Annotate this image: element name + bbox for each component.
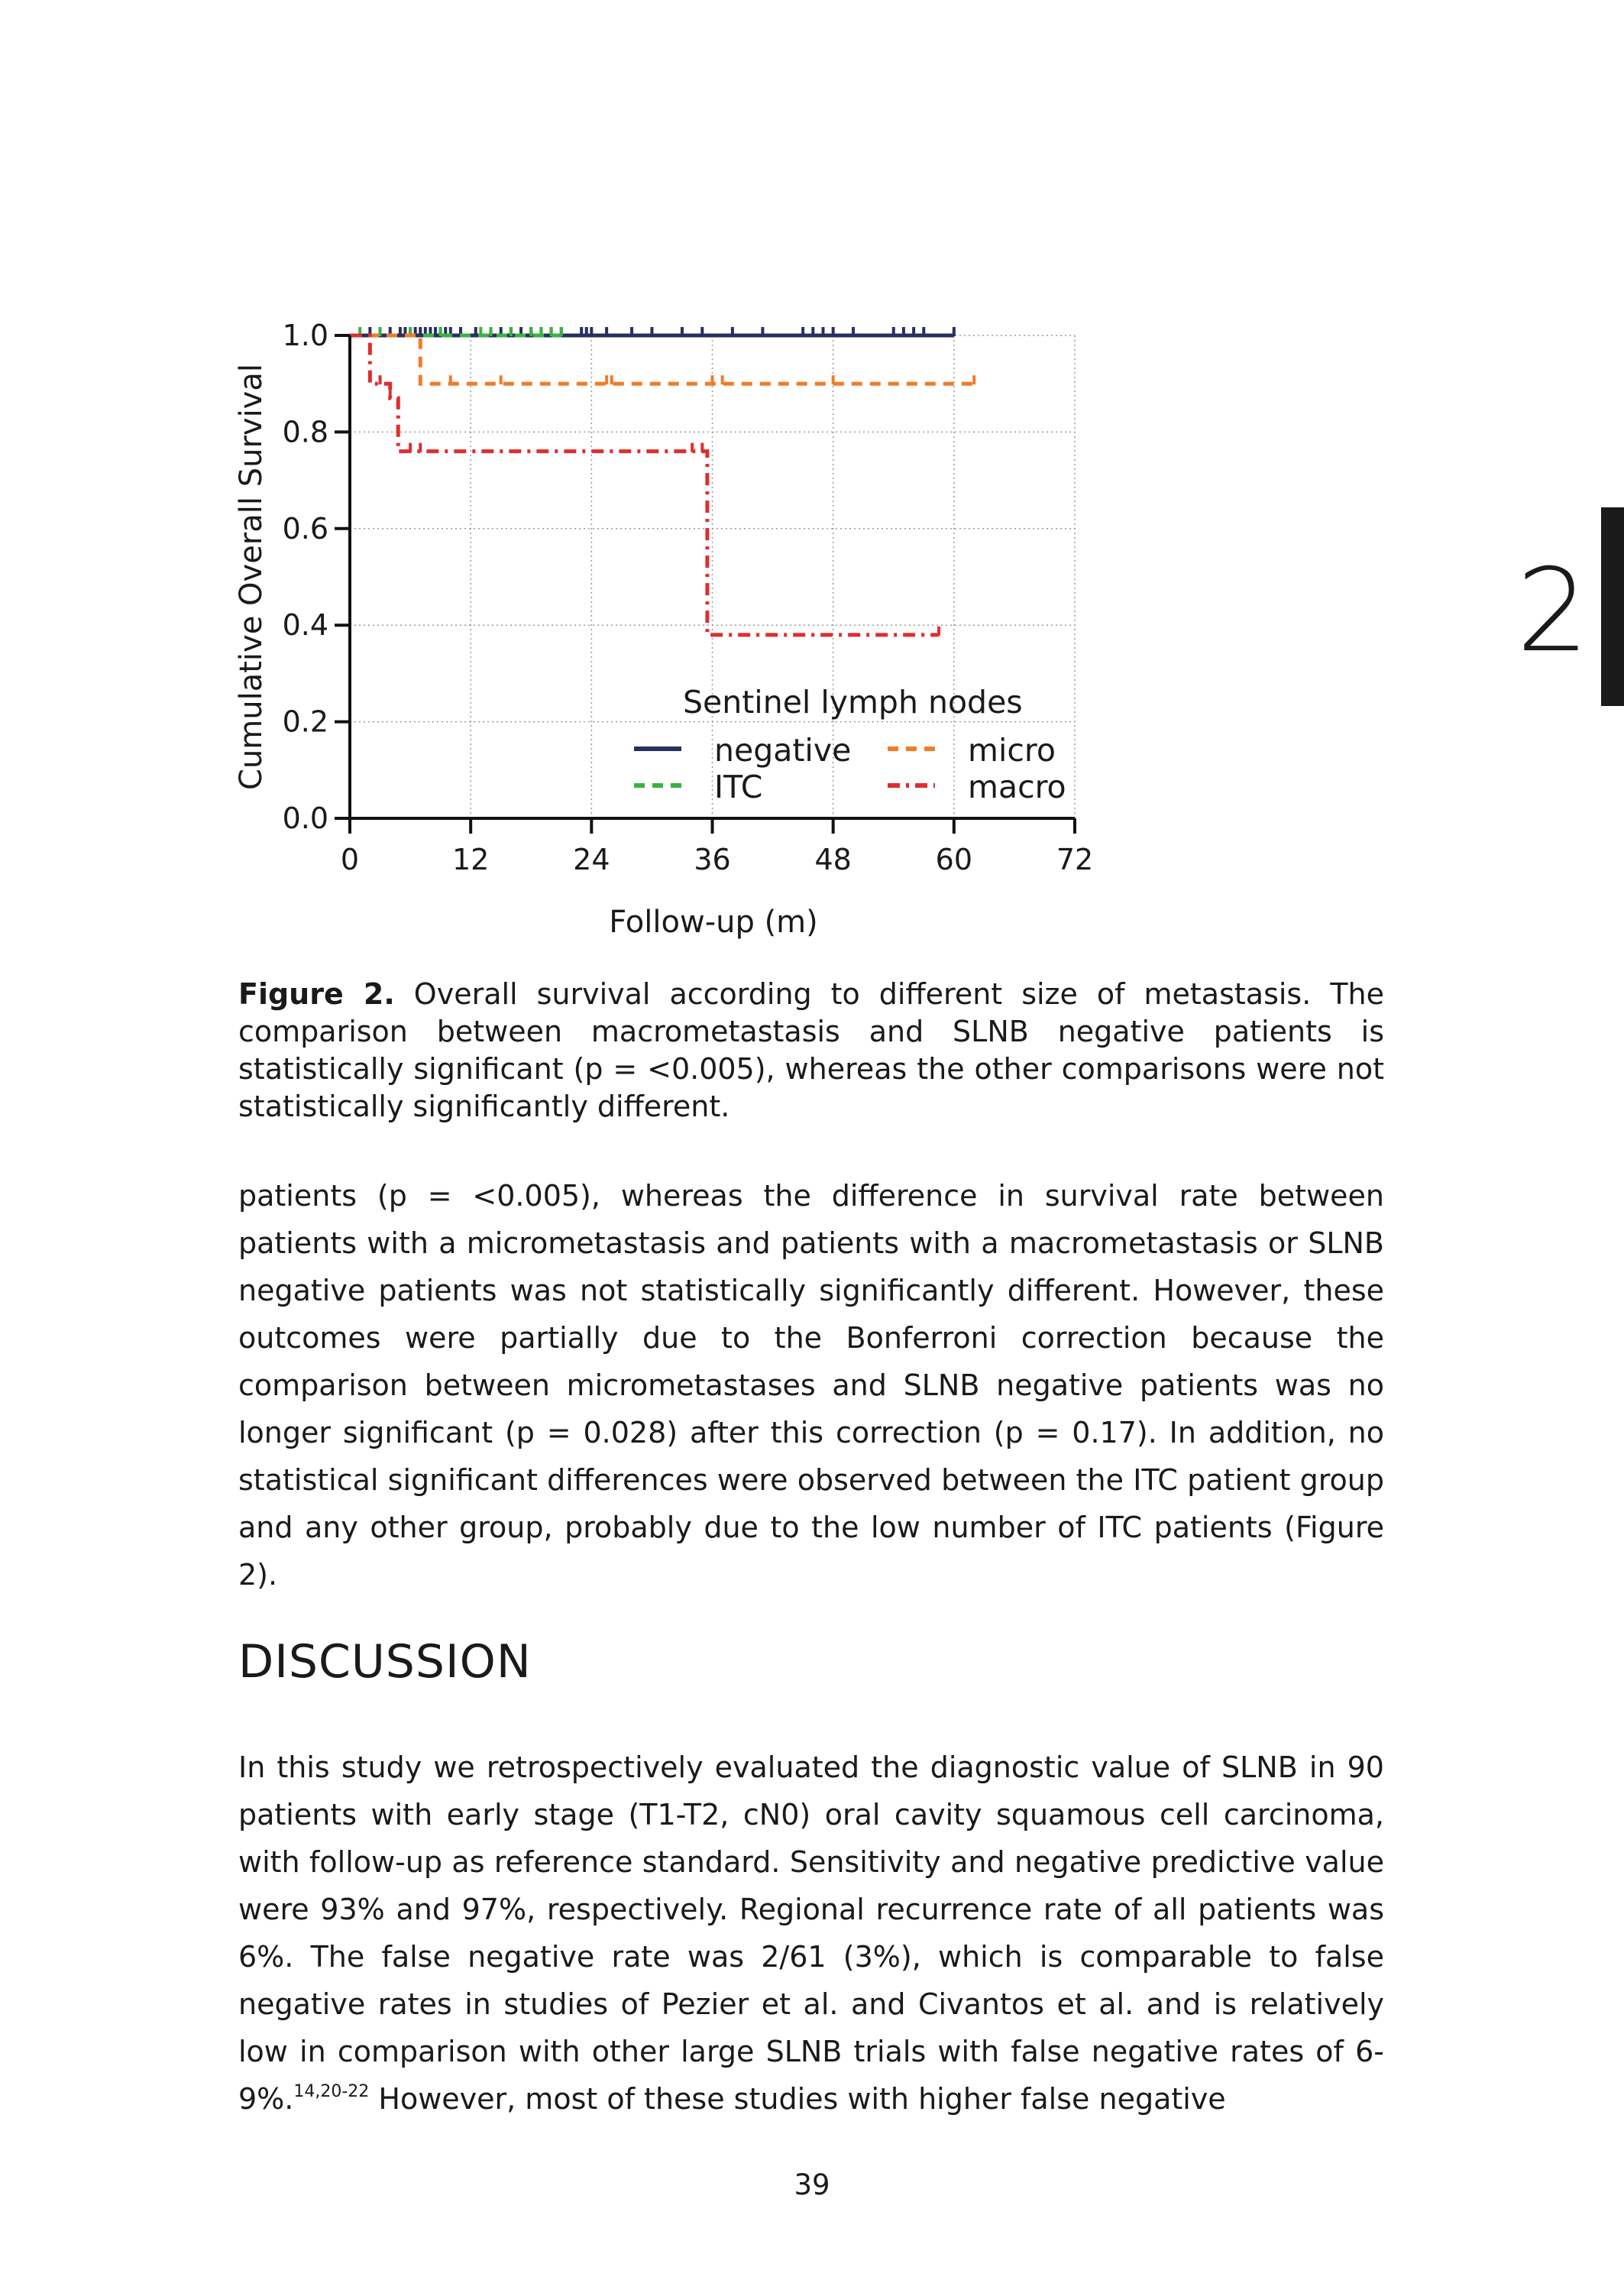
x-tick-label: 48 xyxy=(814,843,852,876)
y-tick-label: 0.2 xyxy=(282,704,328,739)
x-tick-label: 72 xyxy=(1056,843,1094,876)
legend-title: Sentinel lymph nodes xyxy=(683,684,1023,721)
paragraph-2-text-a: In this study we retrospectively evaluated the diagnostic value of SLNB in 90 patients with early stage (T1-T2, cN0) oral cavity squamous cell carcinoma, with follow-up as reference standard. Sensitivity and negative predictive value were 93% and 97%, respectively. Regional recurrence rate of all patients was 6%. The false negative rate was 2/61 (3%), which is comparable to false negative rates in studies of Pezier et al. and Civantos et al. and is relatively low in comparison with other large SLNB trials with false negative rates of 6-9%. xyxy=(238,1751,1384,2116)
legend-label-macro: macro xyxy=(968,769,1066,805)
series-macro xyxy=(350,335,939,636)
y-tick-label: 0.8 xyxy=(282,415,328,449)
series-micro xyxy=(350,335,974,384)
legend-item-micro xyxy=(888,732,1056,769)
legend-item-itc xyxy=(634,769,762,805)
x-tick-label: 12 xyxy=(451,843,490,876)
x-tick-label: 36 xyxy=(694,843,731,876)
legend-item-negative xyxy=(634,732,851,769)
x-tick-label: 60 xyxy=(935,843,973,876)
chart-grid xyxy=(350,335,1075,818)
y-tick-label: 0.0 xyxy=(282,802,328,835)
section-heading-discussion: DISCUSSION xyxy=(238,1635,532,1689)
chart-axes xyxy=(348,335,1075,818)
legend-label-itc: ITC xyxy=(714,769,763,805)
figure-caption-label: Figure 2. xyxy=(238,977,395,1011)
page-number: 39 xyxy=(794,2168,830,2201)
legend-label-micro: micro xyxy=(968,732,1056,769)
y-axis-label: Cumulative Overall Survival xyxy=(234,364,269,790)
figure-caption-text: Overall survival according to different size of metastasis. The comparison between macrometastasis and SLNB negative patients is statistically significant (p = <0.005), whereas the other comparisons were not statistically significantly different. xyxy=(238,977,1384,1123)
y-tick-label: 0.6 xyxy=(282,511,328,546)
series-line-macro xyxy=(350,335,939,635)
x-axis-label: Follow-up (m) xyxy=(609,905,818,940)
y-tick-label: 0.4 xyxy=(282,608,328,643)
chart-legend xyxy=(634,684,1066,805)
body-paragraph-1: patients (p = <0.005), whereas the difference in survival rate between patients with a micrometastasis and patients with a macrometastasis or SLNB negative patients was not statistically significantly different. However, these outcomes were partially due to the Bonferroni correction because the comparison between micrometastases and SLNB negative patients was no longer significant (p = 0.028) after this correction (p = 0.17). In addition, no statistical significant differences were observed between the ITC patient group and any other group, probably due to the low number of ITC patients (Figure 2). xyxy=(238,1179,1384,1592)
figure-caption xyxy=(238,976,1384,1125)
chart-series xyxy=(350,327,974,636)
x-tick-label: 24 xyxy=(573,843,610,876)
chapter-number: 2 xyxy=(1516,545,1590,678)
legend-label-negative: negative xyxy=(714,732,852,769)
y-tick-label: 1.0 xyxy=(282,319,328,352)
legend-item-macro xyxy=(888,769,1066,805)
citation-superscript: 14,20-22 xyxy=(293,2082,370,2101)
survival-chart xyxy=(222,306,1138,963)
chapter-tab-bar xyxy=(1601,507,1624,706)
paragraph-2-text-b: However, most of these studies with higher false negative xyxy=(369,2082,1226,2116)
series-line-micro xyxy=(350,335,974,384)
body-paragraph-2 xyxy=(238,1744,1384,2123)
x-tick-label: 0 xyxy=(340,843,360,876)
